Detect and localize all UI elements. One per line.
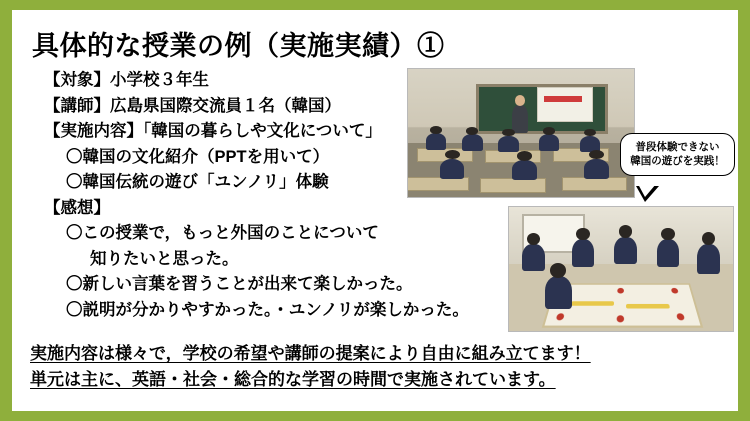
top-accent-bar: [0, 0, 750, 10]
classroom-lecture-photo: [407, 68, 635, 198]
content-list: [44, 71, 469, 327]
pupil-figure: [522, 244, 544, 271]
list-item: 〇この授業で，もっと外国のことについて: [66, 224, 379, 242]
right-accent-bar: [738, 0, 750, 421]
list-item: 【対象】小学校３年生: [44, 71, 209, 89]
list-item: 〇韓国伝統の遊び「ユンノリ」体験: [66, 173, 329, 191]
callout-tail-inner: [638, 184, 656, 197]
list-item: 〇新しい言葉を習うことが出来て楽しかった。: [66, 275, 413, 293]
board-marker: [556, 313, 565, 320]
page-title: 具体的な授業の例（実施実績）①: [32, 31, 445, 61]
yut-stick: [626, 304, 670, 309]
board-marker: [617, 287, 624, 293]
pupil-figure: [584, 159, 609, 179]
projection-screen: [537, 87, 593, 122]
callout-bubble: [620, 133, 735, 176]
desk: [480, 178, 545, 193]
pupil-figure: [462, 134, 482, 151]
pupil-figure: [426, 133, 446, 150]
footer-note: [30, 341, 730, 394]
pupil-figure: [572, 239, 594, 266]
bottom-accent-bar: [0, 411, 750, 421]
yut-stick: [571, 301, 615, 305]
pupil-figure: [697, 244, 719, 274]
pupil-figure: [614, 237, 636, 264]
pupil-figure: [498, 136, 518, 153]
yunnori-game-photo: [508, 206, 734, 332]
callout-line-1: 普段体験できない: [635, 141, 720, 153]
footer-line: 実施内容は様々で，学校の希望や講師の提案により自由に組み立てます！: [30, 344, 591, 363]
pupil-figure: [512, 160, 537, 180]
list-item: 〇説明が分かりやすかった。・ユンノリが楽しかった。: [66, 300, 469, 319]
teacher-figure: [512, 105, 528, 133]
pupil-figure: [545, 276, 572, 308]
pupil-figure: [657, 239, 679, 266]
list-item: 知りたいと思った。: [90, 249, 239, 268]
list-item: 〇韓国の文化紹介（PPTを用いて）: [66, 147, 330, 166]
board-marker: [671, 288, 679, 294]
callout-line-2: 韓国の遊びを実践！: [630, 155, 725, 168]
list-item: 【講師】広島県国際交流員１名（韓国）: [44, 96, 341, 115]
footer-line: 単元は主に、英語・社会・総合的な学習の時間で実施されています。: [30, 370, 556, 390]
list-item: 【実施内容】「韓国の暮らしや文化について」: [44, 122, 382, 140]
board-marker: [617, 315, 625, 322]
list-item: 【感想】: [44, 198, 110, 217]
left-accent-bar: [0, 0, 12, 421]
board-marker: [677, 313, 686, 320]
pupil-figure: [440, 159, 465, 179]
pupil-figure: [539, 134, 559, 151]
